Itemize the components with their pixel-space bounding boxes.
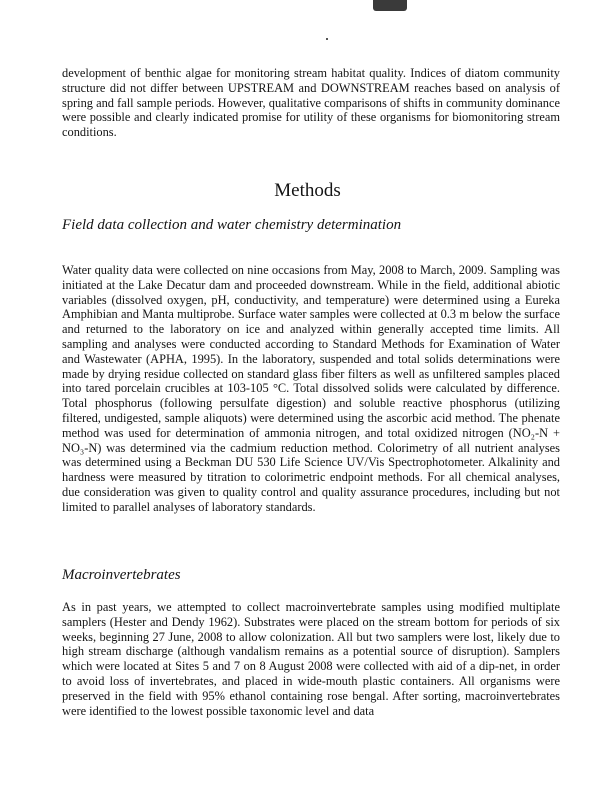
- macroinvertebrates-paragraph: As in past years, we attempted to collect macroinvertebrate samples using modified multiplate samplers (Hester and Dendy 1962). Substrates were placed on the stream bottom for periods of six weeks, beginning 27 June, 2008 to allow colonization. All but two samplers were lost, likely due to high stream discharge (although vandalism remains as a potential source of disruption). Samplers which were located at Sites 5 and 7 on 8 August 2008 were collected with aid of a dip-net, in order to avoid loss of invertebrates, and placed in wide-mouth plastic containers. All organisms were preserved in the field with 95% ethanol containing rose bengal. After sorting, macroinvertebrates were identified to the lowest possible taxonomic level and data: [62, 600, 560, 718]
- scan-artifact-mark: [373, 0, 407, 11]
- subsection-heading-macroinvertebrates: Macroinvertebrates: [62, 567, 181, 583]
- intro-paragraph: development of benthic algae for monitoring stream habitat quality. Indices of diatom community structure did not differ between UPSTREAM and DOWNSTREAM reaches based on analysis of spring and fall sample periods. However, qualitative comparisons of shifts in community dominance were possible and clearly indicated promise for utility of these organisms for biomonitoring stream conditions.: [62, 66, 560, 140]
- field-data-paragraph: Water quality data were collected on nine occasions from May, 2008 to March, 2009. Sampling was initiated at the Lake Decatur dam and proceeded downstream. While in the field, additional abiotic variables (dissolved oxygen, pH, conductivity, and temperature) were determined using a Eureka Amphibian and Manta multiprobe. Surface water samples were collected at 0.3 m below the surface and returned to the laboratory on ice and analyzed within generally accepted time limits. All sampling and analyses were conducted according to Standard Methods for Examination of Water and Wastewater (APHA, 1995). In the laboratory, suspended and total solids determinations were made by drying residue collected on standard glass fiber filters as well as unfiltered samples placed into tared porcelain crucibles at 103-105 °C. Total dissolved solids were calculated by difference. Total phosphorus (following persulfate digestion) and soluble reactive phosphorus (utilizing filtered, undigested, sample aliquots) were determined using the ascorbic acid method. The phenate method was used for determination of ammonia nitrogen, and total oxidized nitrogen (NO₂-N + NO₃-N) was determined via the cadmium reduction method. Colorimetry of all nutrient analyses was determined using a Beckman DU 530 Life Science UV/Vis Spectrophotometer. Alkalinity and hardness were measured by titration to colorimetric endpoint methods. For all chemical analyses, due consideration was given to quality control and quality assurance procedures, including but not limited to parallel analyses of laboratory standards.: [62, 263, 560, 514]
- scan-artifact-dot: [326, 38, 328, 40]
- subsection-heading-field-data: Field data collection and water chemistry determination: [62, 217, 402, 233]
- section-heading-methods: Methods: [274, 180, 341, 201]
